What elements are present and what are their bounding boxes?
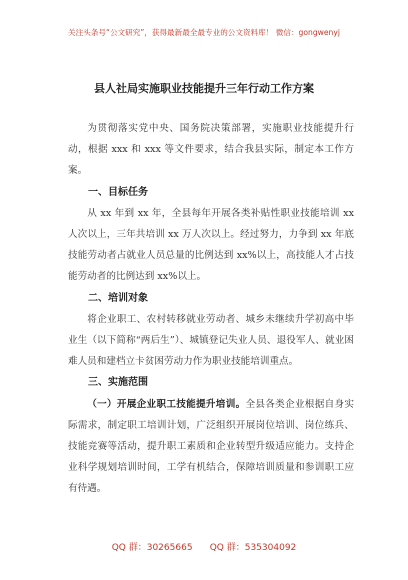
section-scope [68,372,354,499]
document-title: 县人社局实施职业技能提升三年行动工作方案 [94,82,314,95]
section-paragraph: 从 xx 年到 xx 年，全县每年开展各类补贴性职业技能培训 xx 人次以上，三年共培训 xx 万人次以上。经过努力，力争到 xx 年底技能劳动者占就业人员总量的比例达到 xx%以上，高技能人才占技能劳动者的比例达到 xx%以上。 [68,207,354,283]
section-goals [68,182,354,288]
section-heading: 三、实施范围 [88,377,148,389]
document-body [68,118,354,500]
section-trainees [68,288,354,373]
header-banner: 关注头条号“公文研究”，获得最新最全最专业的公文资料库！ 微信：gongwenyj [68,28,340,37]
intro-paragraph: 为贯彻落实党中央、国务院决策部署，实施职业技能提升行动，根据 xxx 和 xxx 等文件要求，结合我县实际，制定本工作方案。 [68,123,354,177]
section-heading: 一、目标任务 [88,186,148,198]
sub-paragraph-text: 全县各类企业根据自身实际需求，制定职工培训计划，广泛组织开展岗位培训、岗位练兵、技能竞赛等活动，提升职工素质和企业转型升级适应能力。支持企业科学规划培训时间，工学有机结合，保障培训质量和参训职工应有待遇。 [68,398,355,495]
section-paragraph [68,394,354,500]
footer-qq-groups: QQ 群：30265665 QQ 群：535304092 [111,543,297,553]
sub-heading: （一）开展企业职工技能提升培训。 [87,398,246,410]
section-paragraph: 将企业职工、农村转移就业劳动者、城乡未继续升学初高中毕业生（以下简称“两后生”）、城镇登记失业人员、退役军人、就业困难人员和建档立卡贫困劳动力作为职业技能培训重点。 [68,313,354,368]
section-heading: 二、培训对象 [88,292,148,304]
